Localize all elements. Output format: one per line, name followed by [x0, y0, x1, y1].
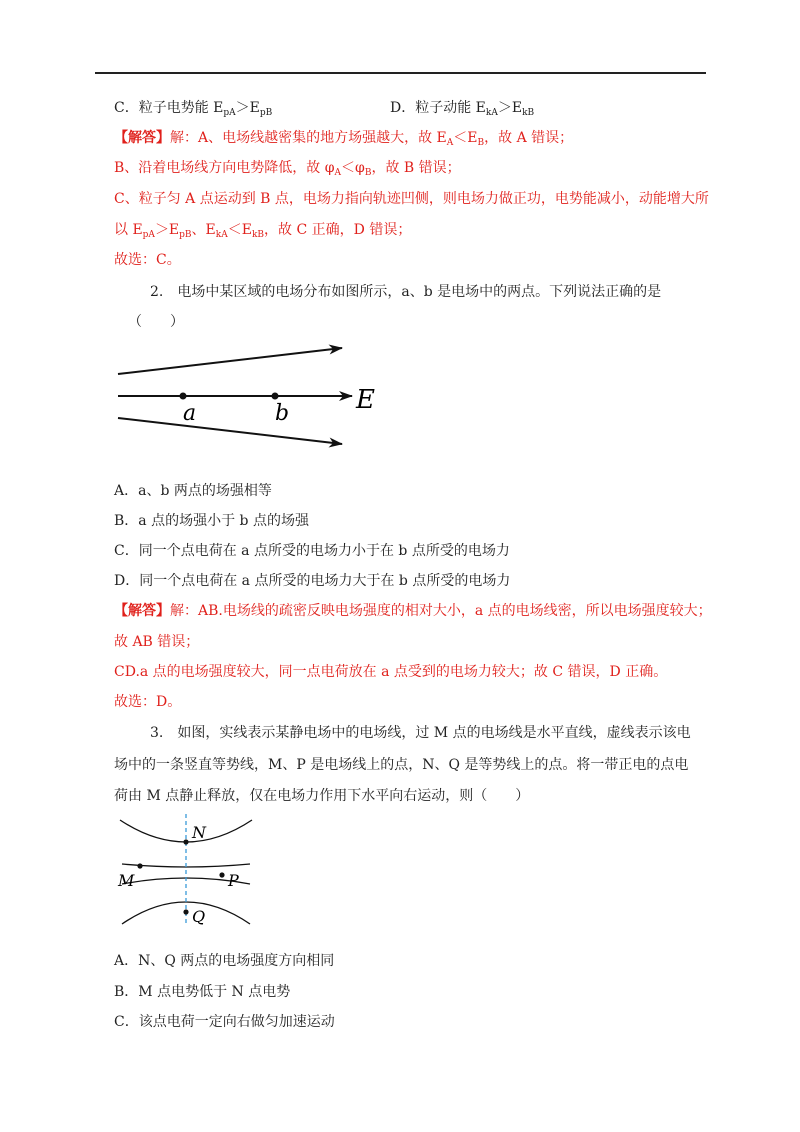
q2-answer-line3: CD.a 点的电场强度较大，同一点电荷放在 a 点受到的电场力较大；故 C 错误，D 正确。 [114, 664, 668, 680]
point-q [183, 909, 188, 914]
q1-answer-line4: 以 $E_{pA}>E_{pB}$、$E_{kA}<E_{kB}$，故 C 正确，D 错误； [114, 222, 412, 240]
q2-electric-field-figure [110, 336, 390, 452]
q3-stem-line2: 场中的一条竖直等势线，M、P 是电场线上的点，N、Q 是等势线上的点。将一带正电的点电 [114, 757, 689, 773]
label-q: Q [192, 907, 206, 926]
q3-stem-line3: 荷由 M 点静止释放，仅在电场力作用下水平向右运动，则（ ） [114, 788, 530, 804]
point-b [272, 393, 279, 400]
header-rule [95, 72, 706, 74]
point-n [183, 839, 188, 844]
label-m: M [118, 871, 135, 890]
label-b: b [275, 401, 290, 426]
q3-option-b: B．M 点电势低于 N 点电势 [114, 984, 291, 1000]
point-p [219, 872, 224, 877]
q2-option-a: A．a、b 两点的场强相等 [114, 483, 272, 499]
point-m [137, 863, 142, 868]
q2-answer-final: 故选：D。 [114, 694, 182, 710]
q2-option-b: B．a 点的场强小于 b 点的场强 [114, 513, 309, 529]
q1-answer-line3: C、粒子匀 A 点运动到 B 点，电场力指向轨迹凹侧，则电场力做正功，电势能减小，动能增大所 [114, 191, 709, 207]
point-a [180, 393, 187, 400]
q2-option-c: C．同一个点电荷在 a 点所受的电场力小于在 b 点所受的电场力 [114, 543, 510, 559]
q2-stem-line1: 2. 电场中某区域的电场分布如图所示，a、b 是电场中的两点。下列说法正确的是 [150, 284, 662, 300]
q2-option-d: D．同一个点电荷在 a 点所受的电场力大于在 b 点所受的电场力 [114, 573, 511, 589]
q3-option-a: A．N、Q 两点的电场强度方向相同 [114, 953, 335, 969]
q1-answer-final: 故选：C。 [114, 252, 181, 268]
q1-answer-line2: B、沿着电场线方向电势降低，故 $\varphi_A<\varphi_B$，故 B 错误； [114, 160, 461, 178]
label-a: a [183, 401, 197, 426]
label-p: P [228, 871, 239, 890]
q3-stem-line1: 3. 如图，实线表示某静电场中的电场线，过 M 点的电场线是水平直线，虚线表示该电 [150, 725, 691, 741]
label-n: N [192, 823, 206, 842]
q1-option-d: D．粒子动能 $E_{kA}>E_{kB}$ [390, 100, 535, 118]
label-e: E [356, 385, 375, 415]
q3-option-c: C．该点电荷一定向右做匀加速运动 [114, 1014, 335, 1030]
q2-answer-line2: 故 AB 错误； [114, 634, 200, 650]
q2-answer-line1: 【解答】解：AB.电场线的疏密反映电场强度的相对大小，a 点的电场线密，所以电场强度较大； [114, 603, 712, 619]
q2-stem-line2: （ ） [128, 314, 184, 330]
field-line-bottom [118, 418, 342, 444]
q1-option-c: C．粒子电势能 $E_{pA}>E_{pB}$ [114, 100, 273, 118]
field-line-top [118, 348, 342, 374]
q1-answer-line1: 【解答】解：A、电场线越密集的地方场强越大，故 $E_A<E_B$，故 A 错误； [114, 130, 574, 148]
q3-field-lines-figure [114, 812, 264, 930]
